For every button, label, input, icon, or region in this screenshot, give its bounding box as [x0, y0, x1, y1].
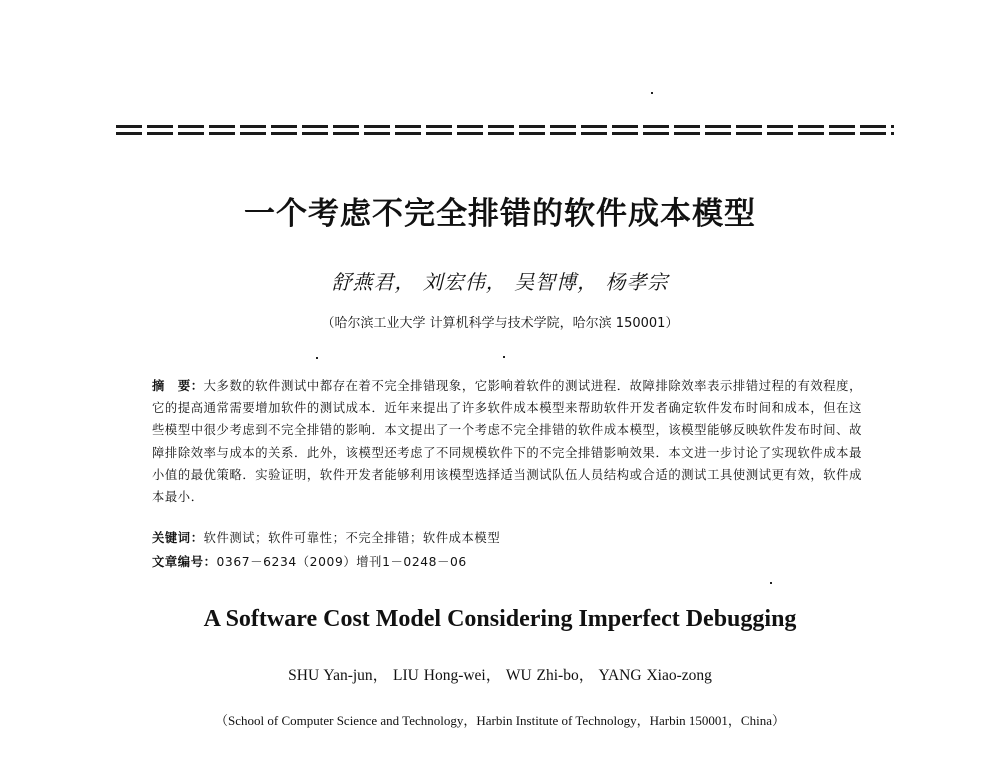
affiliation-cn: （哈尔滨工业大学 计算机科学与技术学院，哈尔滨 150001）: [321, 316, 679, 331]
abstract-label: 摘 要：: [152, 379, 204, 393]
header-rule-bottom: [116, 132, 894, 135]
scan-speck: [770, 582, 772, 584]
abstract-cn: [152, 375, 862, 508]
paper-title-en: A Software Cost Model Considering Imperfect Debugging: [203, 606, 797, 632]
keywords-text: 软件测试；软件可靠性；不完全排错；软件成本模型: [203, 531, 501, 545]
paper-title-cn: 一个考虑不完全排错的软件成本模型: [244, 196, 756, 232]
keywords-cn: [152, 528, 862, 546]
article-number-text: 0367－6234（2009）增刊1－0248－06: [216, 555, 467, 569]
article-number-label: 文章编号：: [152, 555, 217, 569]
authors-en: SHU Yan-jun， LIU Hong-wei， WU Zhi-bo， YANG Xiao-zong: [288, 667, 712, 684]
scan-speck: [316, 357, 318, 359]
authors-cn: 舒燕君， 刘宏伟， 吴智博， 杨孝宗: [331, 270, 669, 294]
article-number: [152, 552, 862, 570]
abstract-text: 大多数的软件测试中都存在着不完全排错现象，它影响着软件的测试进程．故障排除效率表示排错过程的有效程度，它的提高通常需要增加软件的测试成本．近年来提出了许多软件成本模型来帮助软件开发者确定软件发布时间和成本，但在这些模型中很少考虑到不完全排错的影响．本文提出了一个考虑不完全排错的软件成本模型，该模型能够反映软件发布时间、故障排除效率与成本的关系．此外，该模型还考虑了不同规模软件下的不完全排错影响效果．本文进一步讨论了实现软件成本最小值的最优策略．实验证明，软件开发者能够利用该模型选择适当测试队伍人员结构或合适的测试工具使测试更有效，软件成本最小．: [152, 379, 862, 505]
header-rule-top: [116, 125, 894, 128]
affiliation-en: （School of Computer Science and Technology，Harbin Institute of Technology，Harbin 150001，China）: [215, 713, 785, 728]
keywords-label: 关键词：: [152, 531, 204, 545]
scan-speck: [503, 356, 505, 358]
scan-speck: [651, 92, 653, 94]
